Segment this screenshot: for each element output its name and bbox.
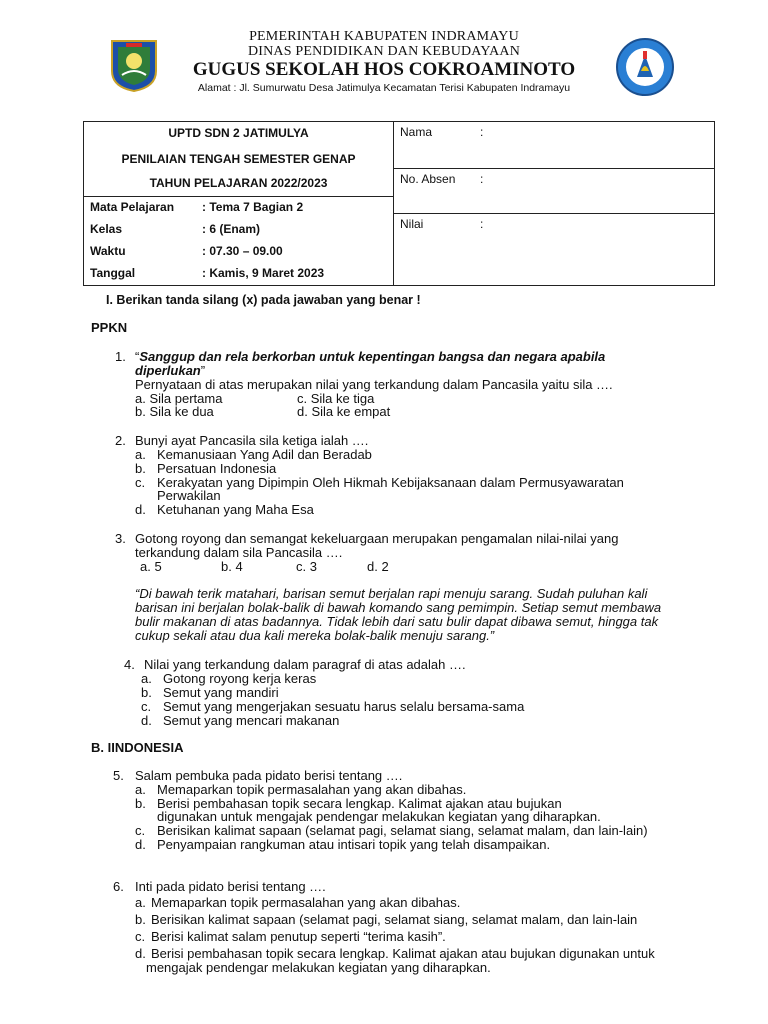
paragraph-line-3: bulir makanan di atas badannya. Tidak lebih dari satu bulir dapat dibawa semut, hingga tak: [135, 614, 659, 629]
q5-stem: Salam pembuka pada pidato berisi tentang ….: [135, 768, 403, 783]
student-fields-cell: [394, 122, 715, 286]
exam-name: PENILAIAN TENGAH SEMESTER GENAP: [121, 152, 356, 166]
q6-option-d-cont: mengajak pendengar melakukan kegiatan yang diharapkan.: [146, 960, 491, 975]
q2-option-b[interactable]: Persatuan Indonesia: [157, 461, 277, 476]
field-colon: :: [480, 125, 484, 139]
section-bindonesia: B. IINDONESIA: [91, 740, 184, 755]
q3-number: 3.: [115, 531, 126, 546]
quote-close: ”: [200, 363, 206, 378]
quote-open: “: [135, 349, 140, 364]
field-label: Nilai: [400, 217, 424, 231]
header-line-2: DINAS PENDIDIKAN DAN KEBUDAYAAN: [247, 44, 521, 59]
info-row-time: [84, 241, 393, 263]
info-row-label: Tanggal: [90, 266, 136, 280]
school-name: UPTD SDN 2 JATIMULYA: [168, 126, 309, 140]
q2-option-a-label: a.: [135, 447, 146, 462]
field-label: Nama: [400, 125, 433, 139]
q2-option-d-label: d.: [135, 502, 146, 517]
info-row-label: Kelas: [90, 222, 123, 236]
q4-option-d-label: d.: [141, 713, 152, 728]
q5-option-a-label: a.: [135, 782, 146, 797]
q2-option-b-label: b.: [135, 461, 146, 476]
q1-option-d[interactable]: d. Sila ke empat: [297, 404, 391, 419]
q5-option-b[interactable]: Berisi pembahasan topik secara lengkap. Kalimat ajakan atau bujukan: [157, 796, 562, 811]
q2-stem: Bunyi ayat Pancasila sila ketiga ialah ….: [135, 433, 369, 448]
q2-option-c-label: c.: [135, 475, 146, 490]
q4-option-b-label: b.: [141, 685, 152, 700]
q2-option-c[interactable]: Kerakyatan yang Dipimpin Oleh Hikmah Kebijaksanaan dalam Permusyawaratan: [157, 475, 624, 490]
quote-text-2: diperlukan: [135, 363, 201, 378]
info-row-date: [84, 263, 393, 285]
q3-option-c[interactable]: c. 3: [296, 559, 317, 574]
q2-option-d[interactable]: Ketuhanan yang Maha Esa: [157, 502, 314, 517]
q4-option-d[interactable]: Semut yang mencari makanan: [163, 713, 340, 728]
student-info-table: [83, 121, 715, 286]
paragraph-line-4: cukup sekali atau dua kali mereka bolak-balik menuju sarang.”: [135, 628, 495, 643]
info-row-value: : Tema 7 Bagian 2: [202, 200, 304, 214]
q6-option-a[interactable]: Memaparkan topik permasalahan yang akan dibahas.: [151, 895, 461, 910]
q2-number: 2.: [115, 433, 126, 448]
q4-option-b[interactable]: Semut yang mandiri: [163, 685, 279, 700]
q3-option-a[interactable]: a. 5: [140, 559, 162, 574]
paragraph-line-1: “Di bawah terik matahari, barisan semut berjalan rapi menuju sarang. Sudah puluhan kali: [135, 586, 648, 601]
q6-option-a-label: a.: [135, 895, 146, 910]
q4-option-a-label: a.: [141, 671, 152, 686]
q5-option-b-label: b.: [135, 796, 146, 811]
info-row-subject: [84, 197, 393, 219]
field-absen[interactable]: [394, 169, 714, 214]
info-row-label: Mata Pelajaran: [90, 200, 175, 214]
q1-quote: [135, 350, 695, 378]
q4-option-a[interactable]: Gotong royong kerja keras: [163, 671, 317, 686]
exam-info-cell: [84, 122, 394, 286]
header-address: Alamat : Jl. Sumurwatu Desa Jatimulya Kecamatan Terisi Kabupaten Indramayu: [197, 82, 571, 94]
q3-option-d[interactable]: d. 2: [367, 559, 389, 574]
q3-option-b[interactable]: b. 4: [221, 559, 243, 574]
q3-stem-1: Gotong royong dan semangat kekeluargaan merupakan pengamalan nilai-nilai yang: [135, 531, 619, 546]
info-row-label: Waktu: [90, 244, 126, 258]
q5-option-c-label: c.: [135, 823, 146, 838]
info-row-value: : Kamis, 9 Maret 2023: [202, 266, 325, 280]
info-row-value: : 6 (Enam): [202, 222, 261, 236]
q5-option-d[interactable]: Penyampaian rangkuman atau intisari topik yang telah disampaikan.: [157, 837, 551, 852]
field-nilai[interactable]: [394, 214, 714, 280]
header-line-1: PEMERINTAH KABUPATEN INDRAMAYU: [249, 29, 519, 44]
info-row-value: : 07.30 – 09.00: [202, 244, 283, 258]
q1-stem: Pernyataan di atas merupakan nilai yang terkandung dalam Pancasila yaitu sila ….: [135, 377, 613, 392]
q5-number: 5.: [113, 768, 124, 783]
q2-option-a[interactable]: Kemanusiaan Yang Adil dan Beradab: [157, 447, 372, 462]
q3-stem-2: terkandung dalam sila Pancasila ….: [135, 545, 343, 560]
q6-number: 6.: [113, 879, 124, 894]
school-year: TAHUN PELAJARAN 2022/2023: [84, 170, 393, 197]
q5-option-c[interactable]: Berisikan kalimat sapaan (selamat pagi, selamat siang, selamat malam, dan lain-lain): [157, 823, 648, 838]
q4-option-c-label: c.: [141, 699, 152, 714]
q4-stem: Nilai yang terkandung dalam paragraf di atas adalah ….: [144, 657, 466, 672]
header-title: GUGUS SEKOLAH HOS COKROAMINOTO: [192, 59, 576, 80]
q6-option-c[interactable]: Berisi kalimat salam penutup seperti “terima kasih”.: [151, 929, 446, 944]
q1-option-b[interactable]: b. Sila ke dua: [135, 404, 214, 419]
q6-option-b[interactable]: Berisikan kalimat sapaan (selamat pagi, selamat siang, selamat malam, dan lain-lain: [151, 912, 638, 927]
paragraph-line-2: barisan ini berjalan bolak-balik di bawah komando sang pemimpin. Setiap semut membawa: [135, 600, 662, 615]
quote-text-1: Sanggup dan rela berkorban untuk kepentingan bangsa dan negara apabila: [139, 349, 606, 364]
field-colon: :: [480, 172, 484, 186]
q1-number: 1.: [115, 349, 126, 364]
info-row-class: [84, 219, 393, 241]
q6-option-d-label: d.: [135, 946, 146, 961]
field-colon: :: [480, 217, 484, 231]
section-ppkn: PPKN: [91, 320, 128, 335]
q6-option-c-label: c.: [135, 929, 146, 944]
q4-option-c[interactable]: Semut yang mengerjakan sesuatu harus selalu bersama-sama: [163, 699, 525, 714]
q5-option-b-cont: digunakan untuk mengajak pendengar melakukan kegiatan yang diharapkan.: [157, 809, 601, 824]
q4-number: 4.: [124, 657, 135, 672]
q5-option-a[interactable]: Memaparkan topik permasalahan yang akan dibahas.: [157, 782, 467, 797]
q5-option-d-label: d.: [135, 837, 146, 852]
q1-option-a[interactable]: a. Sila pertama: [135, 391, 223, 406]
q2-option-c-cont: Perwakilan: [157, 488, 221, 503]
field-label: No. Absen: [400, 172, 456, 186]
q1-option-c[interactable]: c. Sila ke tiga: [297, 391, 375, 406]
instruction: I. Berikan tanda silang (x) pada jawaban yang benar !: [106, 293, 421, 307]
q6-stem: Inti pada pidato berisi tentang ….: [135, 879, 326, 894]
q6-option-b-label: b.: [135, 912, 146, 927]
q6-option-d[interactable]: Berisi pembahasan topik secara lengkap. Kalimat ajakan atau bujukan digunakan untuk: [151, 946, 655, 961]
field-name[interactable]: [394, 122, 714, 169]
